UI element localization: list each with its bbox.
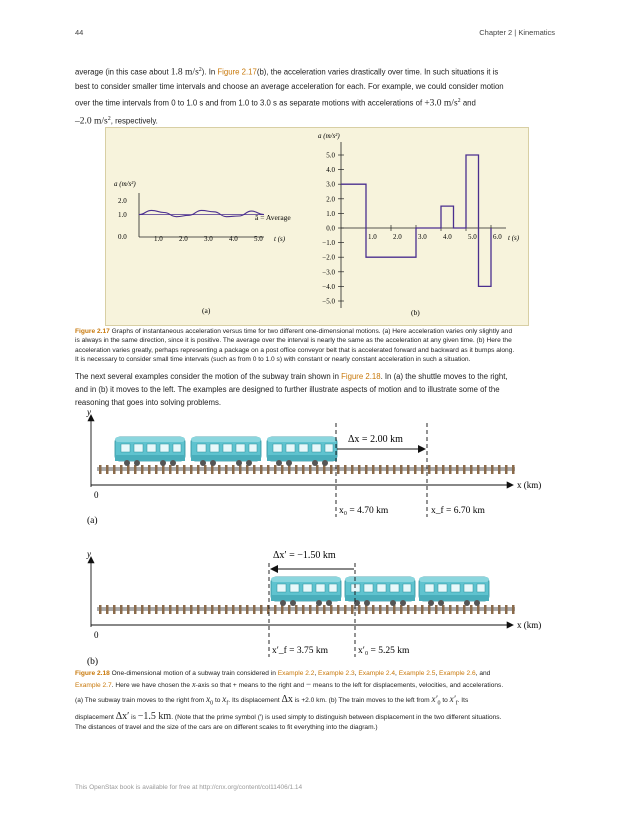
track-tie bbox=[365, 605, 368, 614]
track-tie bbox=[477, 605, 480, 614]
example-link[interactable]: Example 2.3 bbox=[318, 670, 355, 677]
track-tie bbox=[407, 465, 410, 474]
track-tie bbox=[113, 465, 116, 474]
panel-a-xtick: 1.0 bbox=[154, 235, 163, 243]
track-tie bbox=[484, 605, 487, 614]
a-xf-label: x_f = 6.70 km bbox=[431, 506, 485, 516]
a-origin: 0 bbox=[94, 490, 99, 500]
b-panel-label: (b) bbox=[87, 657, 99, 667]
panel-a-ytick: 2.0 bbox=[118, 197, 127, 205]
track-tie bbox=[183, 605, 186, 614]
a-x-label: x (km) bbox=[517, 480, 542, 490]
track-tie bbox=[274, 605, 277, 614]
track-tie bbox=[442, 605, 445, 614]
panel-b-ytick: 0.0 bbox=[326, 224, 335, 233]
a-x0-label: x₀ = 4.70 km bbox=[339, 506, 389, 516]
track-tie bbox=[344, 605, 347, 614]
track-tie bbox=[295, 465, 298, 474]
intro-paragraph bbox=[75, 64, 560, 129]
panel-a-curve bbox=[139, 210, 264, 216]
track-tie bbox=[372, 605, 375, 614]
panel-b-ytick: −1.0 bbox=[322, 239, 335, 248]
caption-label: Figure 2.17 bbox=[75, 328, 110, 335]
panel-b-ytick: 5.0 bbox=[326, 151, 335, 160]
track-tie bbox=[386, 465, 389, 474]
track-tie bbox=[239, 465, 242, 474]
panel-a-xtick: 4.0 bbox=[229, 235, 238, 243]
track-tie bbox=[218, 465, 221, 474]
track-tie bbox=[470, 605, 473, 614]
track-tie bbox=[400, 605, 403, 614]
track-tie bbox=[120, 605, 123, 614]
a-train-car bbox=[267, 437, 337, 466]
track-tie bbox=[400, 465, 403, 474]
track-tie bbox=[421, 605, 424, 614]
track-tie bbox=[106, 605, 109, 614]
track-tie bbox=[505, 465, 508, 474]
track-tie bbox=[337, 605, 340, 614]
track-tie bbox=[141, 465, 144, 474]
a-train-car bbox=[115, 437, 185, 466]
track-tie bbox=[176, 605, 179, 614]
track-tie bbox=[309, 605, 312, 614]
track-tie bbox=[386, 605, 389, 614]
figure-2-18-part-b bbox=[86, 549, 541, 667]
track-tie bbox=[169, 605, 172, 614]
panel-b-ytick: −5.0 bbox=[322, 297, 335, 306]
panel-b-ytick: −3.0 bbox=[322, 268, 335, 277]
b-track bbox=[97, 607, 515, 611]
panel-a-xtick: 5.0 bbox=[254, 235, 263, 243]
panel-b-xtick: 2.0 bbox=[393, 233, 402, 241]
track-tie bbox=[211, 465, 214, 474]
track-tie bbox=[358, 605, 361, 614]
track-tie bbox=[330, 605, 333, 614]
track-tie bbox=[484, 465, 487, 474]
track-tie bbox=[393, 605, 396, 614]
b-train-car bbox=[345, 577, 415, 606]
panel-a-ytick: 0.0 bbox=[118, 233, 127, 241]
track-tie bbox=[232, 605, 235, 614]
a-panel-label: (a) bbox=[87, 516, 98, 526]
track-tie bbox=[141, 605, 144, 614]
track-tie bbox=[246, 605, 249, 614]
panel-a-xtick: 3.0 bbox=[204, 235, 213, 243]
track-tie bbox=[148, 465, 151, 474]
panel-a-xtick: 2.0 bbox=[179, 235, 188, 243]
track-tie bbox=[421, 465, 424, 474]
panel-b-xtick: 5.0 bbox=[468, 233, 477, 241]
track-tie bbox=[281, 605, 284, 614]
track-tie bbox=[337, 465, 340, 474]
panel-a-xlabel: t (s) bbox=[274, 235, 286, 243]
page-number: 44 bbox=[75, 28, 84, 37]
figure-2-17-svg bbox=[106, 128, 528, 325]
b-origin: 0 bbox=[94, 630, 99, 640]
footer: This OpenStax book is available for free at http://cnx.org/content/col11406/1.14 bbox=[75, 784, 303, 791]
track-tie bbox=[491, 605, 494, 614]
panel-b-xtick: 3.0 bbox=[418, 233, 427, 241]
track-tie bbox=[351, 605, 354, 614]
track-tie bbox=[134, 605, 137, 614]
track-tie bbox=[288, 605, 291, 614]
track-tie bbox=[169, 465, 172, 474]
intro-line-3: over the time intervals from 0 to 1.0 s and from 1.0 to 3.0 s as separate motions with accelerations of +3.0 $m/s^2$ and bbox=[75, 97, 476, 109]
track-tie bbox=[393, 465, 396, 474]
track-tie bbox=[435, 465, 438, 474]
track-tie bbox=[512, 605, 515, 614]
a-y-label: y bbox=[87, 407, 91, 417]
track-tie bbox=[148, 605, 151, 614]
track-tie bbox=[232, 465, 235, 474]
track-tie bbox=[414, 605, 417, 614]
track-tie bbox=[379, 605, 382, 614]
example-link[interactable]: Example 2.2 bbox=[277, 670, 315, 677]
track-tie bbox=[463, 465, 466, 474]
track-tie bbox=[428, 465, 431, 474]
track-tie bbox=[204, 605, 207, 614]
panel-b-ytick: 3.0 bbox=[326, 180, 335, 189]
track-tie bbox=[253, 605, 256, 614]
track-tie bbox=[288, 465, 291, 474]
b-x0-label: x′₀ = 5.25 km bbox=[358, 646, 410, 656]
track-tie bbox=[113, 605, 116, 614]
track-tie bbox=[449, 465, 452, 474]
track-tie bbox=[491, 465, 494, 474]
track-tie bbox=[323, 465, 326, 474]
track-tie bbox=[274, 465, 277, 474]
figure-2-18-part-a bbox=[86, 407, 541, 526]
chapter-title: Chapter 2 | Kinematics bbox=[479, 28, 555, 37]
figure-2-18 bbox=[75, 405, 555, 667]
track-tie bbox=[162, 465, 165, 474]
intro-line-2: best to consider smaller time intervals and choose an average acceleration for each. For example, we could consider motion bbox=[75, 81, 504, 91]
track-tie bbox=[505, 605, 508, 614]
figure-2-18-caption: Figure 2.18 One-dimensional motion of a subway train considered in Example 2.2, Example 2.3, Example 2.4, Example 2.5, Example 2.6, and Example 2.7. Here we have chosen the x-axis so that + means to the right and − means to the left for displacements, velocities, and accelerations. (a) The subway train moves to the right from $x_0$ to $x_f$. Its displacement Δx is +2.0 km. (b) The train moves to the left from $x'_0$ to $x'_f$. Its displacement Δx′ is −1.5 km. (Note that the prime symbol (′) is used simply to distinguish between displacement in the two different situations. The distances of travel and the size of the cars are on different scales to fit everything into the diagram.) bbox=[75, 670, 504, 732]
example-link[interactable]: Example 2.4 bbox=[358, 670, 396, 677]
example-link[interactable]: Example 2.6 bbox=[439, 670, 476, 677]
track-tie bbox=[316, 465, 319, 474]
panel-a-ytick: 1.0 bbox=[118, 211, 127, 219]
track-tie bbox=[260, 605, 263, 614]
track-tie bbox=[204, 465, 207, 474]
track-tie bbox=[428, 605, 431, 614]
track-tie bbox=[162, 605, 165, 614]
track-tie bbox=[190, 465, 193, 474]
figure-2-17 bbox=[105, 127, 529, 326]
track-tie bbox=[99, 465, 102, 474]
track-tie bbox=[407, 605, 410, 614]
panel-a-ylabel: a (m/s²) bbox=[114, 180, 136, 188]
panel-a-graph bbox=[114, 180, 291, 315]
example-link[interactable]: Example 2.5 bbox=[398, 670, 436, 677]
panel-b-ytick: 4.0 bbox=[326, 166, 335, 175]
track-tie bbox=[498, 605, 501, 614]
track-tie bbox=[260, 465, 263, 474]
track-tie bbox=[127, 465, 130, 474]
track-tie bbox=[456, 605, 459, 614]
track-tie bbox=[239, 605, 242, 614]
track-tie bbox=[330, 465, 333, 474]
track-tie bbox=[309, 465, 312, 474]
track-tie bbox=[127, 605, 130, 614]
track-tie bbox=[456, 465, 459, 474]
track-tie bbox=[463, 605, 466, 614]
panel-b-xtick: 6.0 bbox=[493, 233, 502, 241]
track-tie bbox=[449, 605, 452, 614]
figure-2-18-link[interactable]: Figure 2.18 bbox=[341, 372, 381, 381]
track-tie bbox=[344, 465, 347, 474]
track-tie bbox=[323, 605, 326, 614]
track-tie bbox=[218, 605, 221, 614]
track-tie bbox=[225, 605, 228, 614]
track-tie bbox=[379, 465, 382, 474]
track-tie bbox=[365, 465, 368, 474]
figure-2-17-link[interactable]: Figure 2.17 bbox=[217, 67, 257, 77]
track-tie bbox=[197, 605, 200, 614]
panel-b-curve bbox=[341, 155, 491, 286]
a-train-car bbox=[191, 437, 261, 466]
a-displacement: Δx = 2.00 km bbox=[348, 434, 403, 445]
track-tie bbox=[498, 465, 501, 474]
b-x-label: x (km) bbox=[517, 620, 542, 630]
panel-b-xlabel: t (s) bbox=[508, 234, 520, 242]
b-y-label: y bbox=[87, 549, 91, 559]
panel-b-ytick: 1.0 bbox=[326, 209, 335, 218]
panel-b-ytick: −2.0 bbox=[322, 253, 335, 262]
track-tie bbox=[253, 465, 256, 474]
track-tie bbox=[302, 605, 305, 614]
track-tie bbox=[358, 465, 361, 474]
panel-a-label: (a) bbox=[202, 306, 211, 315]
panel-b-ytick: 2.0 bbox=[326, 195, 335, 204]
track-tie bbox=[190, 605, 193, 614]
b-xf-label: x′_f = 3.75 km bbox=[272, 646, 328, 656]
track-tie bbox=[351, 465, 354, 474]
track-tie bbox=[99, 605, 102, 614]
b-displacement: Δx′ = −1.50 km bbox=[273, 550, 336, 561]
example-link[interactable]: Example 2.7 bbox=[75, 682, 112, 689]
track-tie bbox=[302, 465, 305, 474]
track-tie bbox=[295, 605, 298, 614]
panel-b-ylabel: a (m/s²) bbox=[318, 132, 340, 140]
track-tie bbox=[211, 605, 214, 614]
track-tie bbox=[442, 465, 445, 474]
track-tie bbox=[225, 465, 228, 474]
track-tie bbox=[470, 465, 473, 474]
track-tie bbox=[120, 465, 123, 474]
subway-intro-paragraph: The next several examples consider the motion of the subway train shown in Figure 2.18. In (a) the shuttle moves to the right, and in (b) it moves to the left. The examples are designed to further illustrate aspects of motion and to illustrate some of the reasoning that goes into solving problems. bbox=[75, 372, 508, 407]
track-tie bbox=[183, 465, 186, 474]
track-tie bbox=[372, 465, 375, 474]
panel-b-graph bbox=[318, 132, 520, 317]
b-train-car bbox=[271, 577, 341, 606]
track-tie bbox=[197, 465, 200, 474]
figure-2-17-caption: Figure 2.17 Graphs of instantaneous acceleration versus time for two different one-dimensional motions. (a) Here acceleration varies only slightly and is always in the same direction, since it is positive. The average over the interval is nearly the same as the acceleration at any given time. (b) Here the acceleration varies greatly, perhaps representing a package on a post office conveyor belt that is accelerated forward and backward as it bumps along. It is necessary to consider small time intervals (such as from 0 to 1.0 s) with constant or nearly constant acceleration in such a situation. bbox=[75, 328, 515, 363]
track-tie bbox=[435, 605, 438, 614]
track-tie bbox=[281, 465, 284, 474]
intro-line-4: –2.0 $m/s^2$, respectively. bbox=[75, 116, 158, 127]
panel-b-xtick: 4.0 bbox=[443, 233, 452, 241]
track-tie bbox=[155, 465, 158, 474]
panel-b-ytick: −4.0 bbox=[322, 282, 335, 291]
a-track bbox=[97, 467, 515, 471]
track-tie bbox=[267, 465, 270, 474]
track-tie bbox=[512, 465, 515, 474]
panel-a-legend: ā = Average bbox=[255, 213, 291, 222]
track-tie bbox=[246, 465, 249, 474]
b-train-car bbox=[419, 577, 489, 606]
track-tie bbox=[414, 465, 417, 474]
track-tie bbox=[477, 465, 480, 474]
panel-b-xtick: 1.0 bbox=[368, 233, 377, 241]
track-tie bbox=[134, 465, 137, 474]
track-tie bbox=[176, 465, 179, 474]
track-tie bbox=[316, 605, 319, 614]
intro-line-1: average (in this case about 1.8 $m/s^2$). In Figure 2.17(b), the acceleration varies drastically over time. In such situations it is bbox=[75, 67, 499, 78]
panel-b-label: (b) bbox=[411, 308, 420, 317]
track-tie bbox=[155, 605, 158, 614]
track-tie bbox=[106, 465, 109, 474]
